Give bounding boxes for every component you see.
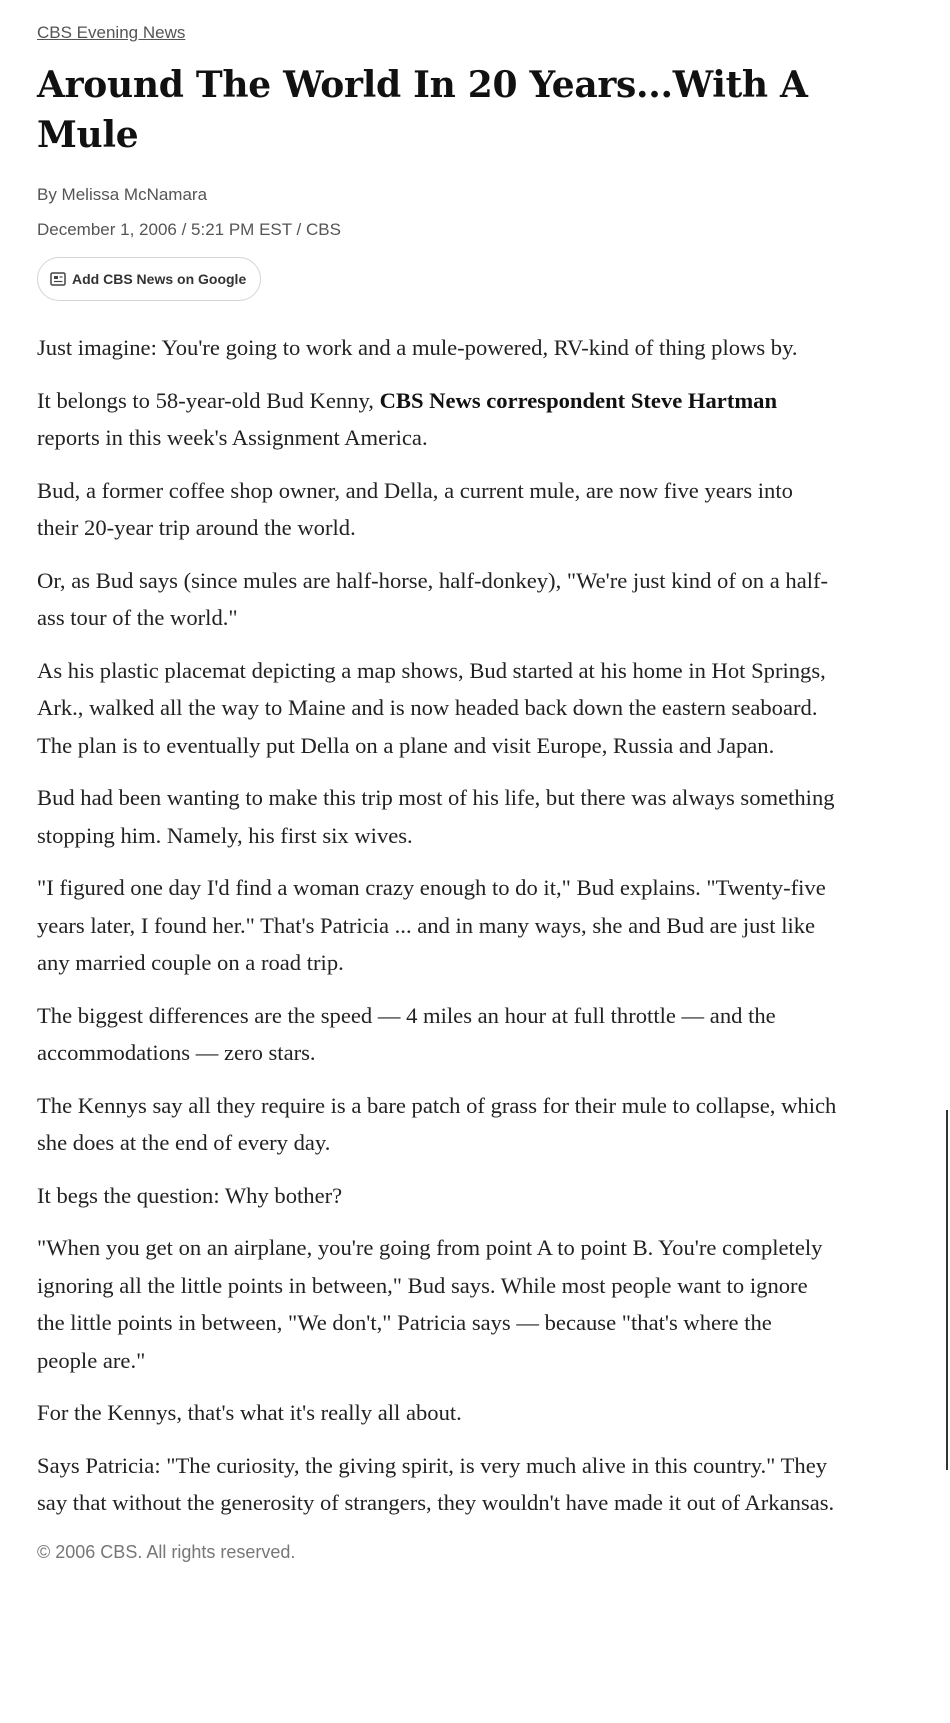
paragraph: Bud, a former coffee shop owner, and Della, a current mule, are now five years into their 20-year trip around the world. — [37, 477, 793, 540]
section-link[interactable]: CBS Evening News — [37, 23, 186, 42]
article-body — [37, 329, 837, 1522]
google-button-label: Add CBS News on Google — [72, 271, 247, 287]
article-title: Around The World In 20 Years...With A Mule — [37, 64, 808, 156]
paragraph: "When you get on an airplane, you're going from point A to point B. You're completely ignoring all the little points in between," Bud says. While most people want to ignore the little points in between, "We don't," Patricia says — because "that's where the people are." — [37, 1235, 823, 1373]
copyright: © 2006 CBS. All rights reserved. — [37, 1541, 296, 1562]
paragraph: Or, as Bud says (since mules are half-horse, half-donkey), "We're just kind of on a half-ass tour of the world." — [37, 567, 829, 630]
dateline: December 1, 2006 / 5:21 PM EST / CBS — [37, 220, 341, 239]
paragraph — [37, 382, 837, 457]
byline: By Melissa McNamara — [37, 185, 208, 204]
article — [37, 20, 837, 1563]
paragraph: Bud had been wanting to make this trip most of his life, but there was always something stopping him. Namely, his first six wives. — [37, 785, 835, 848]
correspondent-link[interactable]: CBS News correspondent Steve Hartman — [379, 387, 778, 413]
paragraph: "I figured one day I'd find a woman crazy enough to do it," Bud explains. "Twenty-five years later, I found her." That's Patricia ... and in many ways, she and Bud are just like any married couple on a road trip. — [37, 875, 826, 975]
paragraph-lead: It belongs to 58-year-old Bud Kenny, — [37, 387, 374, 413]
paragraph-tail: reports in this week's Assignment America. — [37, 425, 428, 450]
paragraph: The biggest differences are the speed — 4 miles an hour at full throttle — and the accommodations — zero stars. — [37, 1002, 776, 1065]
paragraph: It begs the question: Why bother? — [37, 1182, 343, 1208]
paragraph: Just imagine: You're going to work and a mule-powered, RV-kind of thing plows by. — [37, 335, 798, 360]
google-news-icon — [50, 272, 66, 286]
add-cbs-news-on-google-button[interactable] — [37, 257, 261, 301]
paragraph: As his plastic placemat depicting a map shows, Bud started at his home in Hot Springs, Ark., walked all the way to Maine and is now headed back down the eastern seaboard. The plan is to eventually put Della on a plane and visit Europe, Russia and Japan. — [37, 657, 826, 758]
paragraph: The Kennys say all they require is a bare patch of grass for their mule to collapse, which she does at the end of every day. — [37, 1092, 837, 1155]
scrollbar-edge[interactable] — [946, 1110, 948, 1470]
paragraph: For the Kennys, that's what it's really all about. — [37, 1400, 462, 1425]
paragraph: Says Patricia: "The curiosity, the giving spirit, is very much alive in this country." They say that without the generosity of strangers, they wouldn't have made it out of Arkansas. — [37, 1452, 835, 1515]
